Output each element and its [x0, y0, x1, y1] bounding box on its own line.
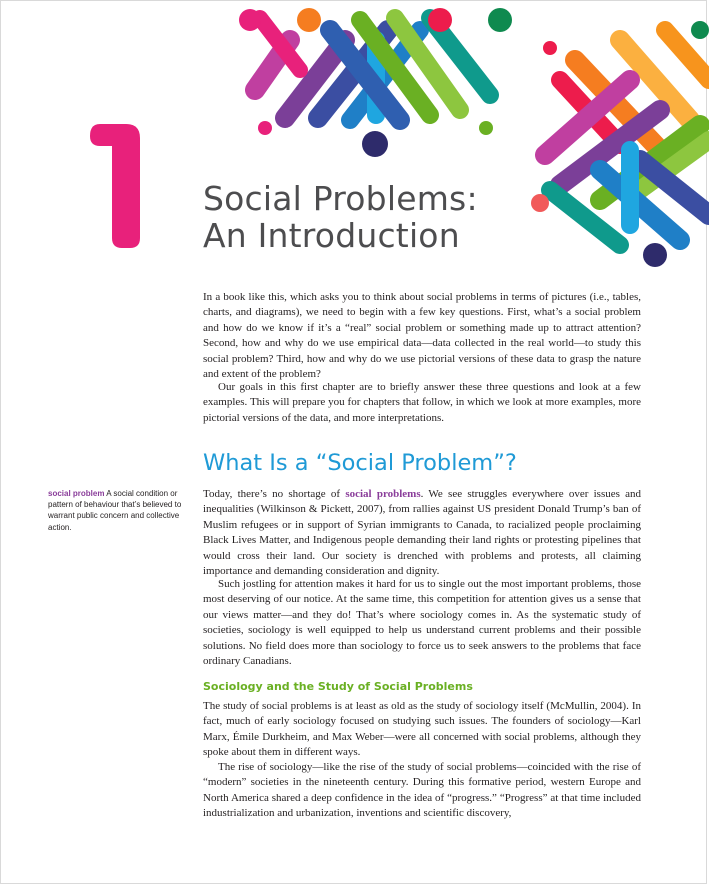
section2-paragraph-2: The rise of sociology—like the rise of the study of social problems—coincided with the rise of “modern” societies in the nineteenth century. During this formative period, western Europe and North America shared a deep confidence in the idea of “progress.” “Progress” at that time included industrialization and urbanization, inventions and scientific discovery,	[203, 761, 641, 820]
section2-paragraph-1: The study of social problems is at least as old as the study of sociology itself (McMullin, 2004). In fact, much of early sociology focused on studying such issues. The founders of sociology—Karl Marx, Émile Durkheim, and Max Weber—were all concerned with social problems, although they spoke about them in different ways.	[203, 700, 641, 759]
section1-paragraph-2: Such jostling for attention makes it hard for us to single out the most important problems, those most deserving of our notice. At the same time, this competition for attention gives us a sense that our views matter—and they do! That’s where sociology comes in. As the systematic study of societies, sociology is well equipped to help us understand current problems and their possible solutions. No field does more than sociology to force us to seek answers to the problems that face ordinary Canadians.	[203, 578, 641, 668]
intro-paragraph-2: Our goals in this first chapter are to briefly answer these three questions and look at a few examples. This will prepare you for chapters that follow, in which we look at more examples, more pictorial versions of the data, and more interpretations.	[203, 381, 641, 424]
margin-glossary-term: social problem	[48, 489, 105, 498]
margin-glossary-definition: A social condition or pattern of behaviour that’s believed to warrant public concern and collective action.	[48, 489, 182, 532]
chapter-title-line2: An Introduction	[203, 216, 460, 255]
intro-paragraph-1: In a book like this, which asks you to think about social problems in terms of pictures (i.e., tables, charts, and diagrams), we need to begin with a few key questions. First, what’s a social problem and how do we know if it’s a “real” social problem or something made up to attract attention? Second, how and why do we use empirical data—data collected in the real world—to study this social problem? Third, how and why do we use pictorial versions of these data to grasp the nature and extent of the problem?	[203, 291, 641, 381]
subsection-heading-sociology: Sociology and the Study of Social Problems	[203, 680, 473, 693]
chapter-title	[203, 180, 478, 254]
section1-paragraph-1	[203, 487, 641, 579]
key-term-social-problems: social problems	[345, 488, 421, 500]
section1-p1-before: Today, there’s no shortage of	[203, 488, 346, 500]
chapter-title-line1: Social Problems:	[203, 179, 478, 218]
chapter-number	[86, 118, 146, 252]
margin-glossary-note	[48, 488, 186, 533]
section1-p1-after: . We see struggles everywhere over issues and inequalities (Wilkinson & Pickett, 2007), from rallies against US president Donald Trump’s ban of Muslim refugees or in support of Syrian immigrants to Canada, to racialized people proclaiming Black Lives Matter, and Indigenous people demanding their land rights or protesting pipelines that would cross their land. Our society is drenched with problems and protests, all claiming importance and demanding consideration and dignity.	[203, 488, 642, 578]
section-heading-social-problem: What Is a “Social Problem”?	[203, 450, 517, 476]
